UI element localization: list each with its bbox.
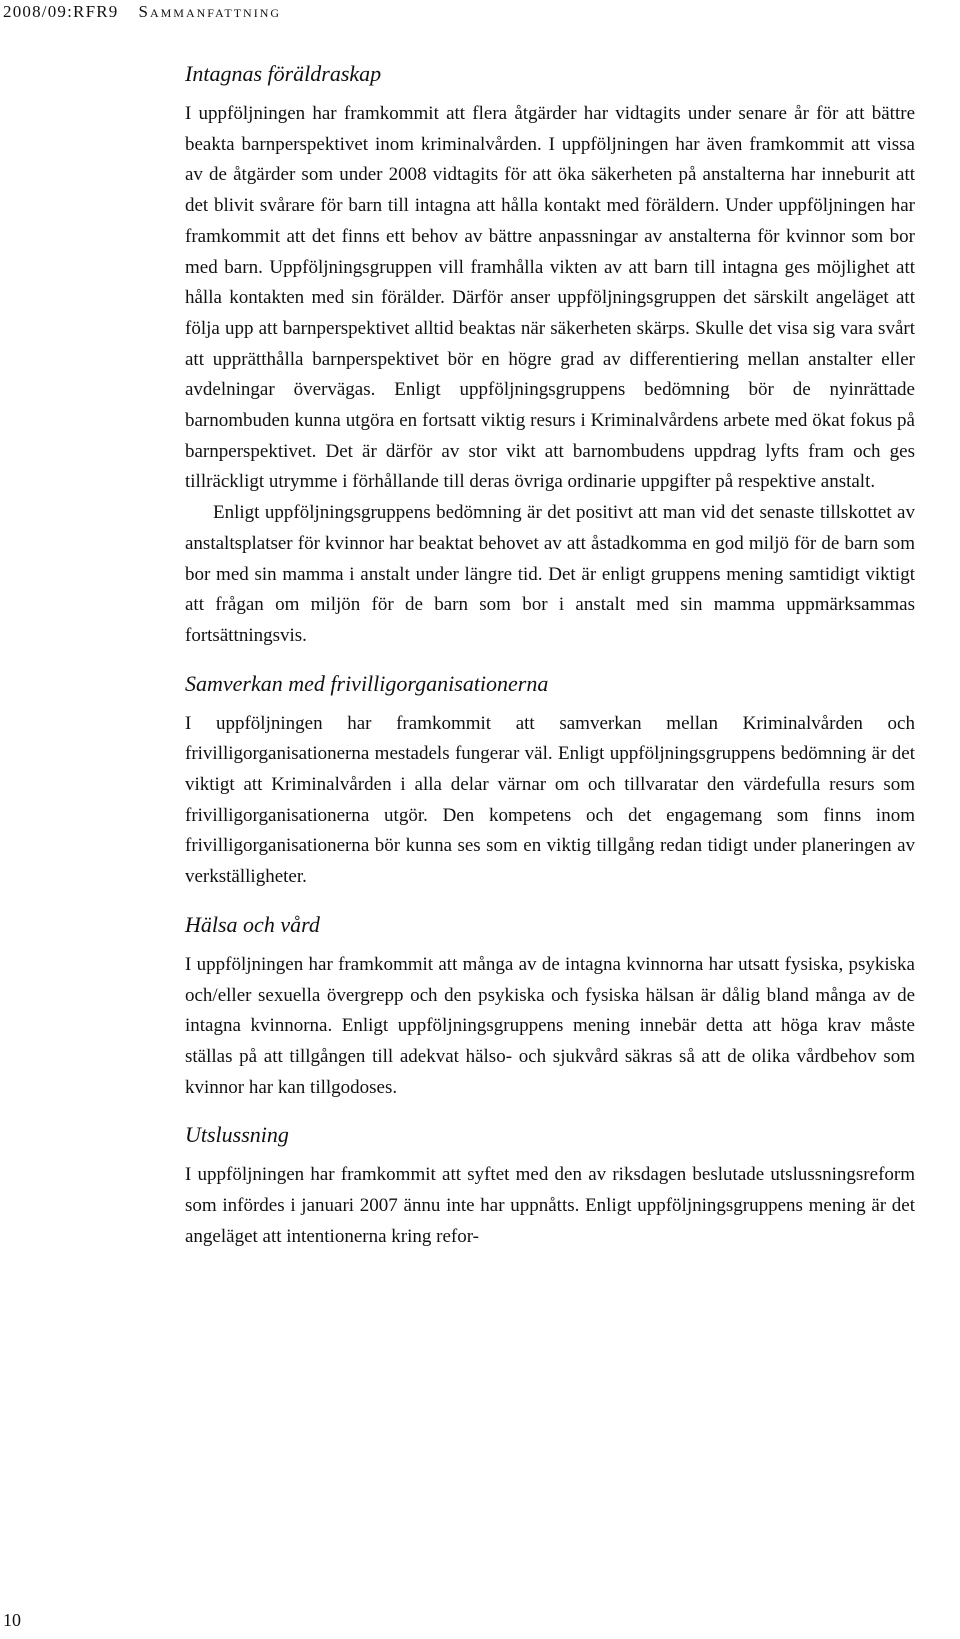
section-utslussning — [185, 1121, 915, 1252]
section-heading: Utslussning — [185, 1122, 289, 1148]
section-samverkan — [185, 670, 915, 893]
paragraph: I uppföljningen har framkommit att samverkan mellan Kriminalvården och frivilligorganisationerna mestadels fungerar väl. Enligt uppföljningsgruppens bedömning är det viktigt att Kriminalvården i alla delar värnar om och tillvaratar den värdefulla resurs som frivilligorganisationerna utgör. Den kompetens och det engagemang som finns inom frivilligorganisationerna bör kunna ses som en viktig tillgång redan tidigt under planeringen av verkställigheter. — [185, 712, 915, 888]
section-heading: Samverkan med frivilligorganisationerna — [185, 670, 549, 696]
section-heading: Hälsa och vård — [185, 911, 320, 937]
paragraph: Enligt uppföljningsgruppens bedömning är det positivt att man vid det senaste tillskottet av anstaltsplatser för kvinnor har beaktat behovet av att åstadkomma en god miljö för de barn som bor med sin mamma i anstalt under längre tid. Det är enligt gruppens mening samtidigt viktigt att frågan om miljön för de barn som bor i anstalt med sin mamma uppmärksammas fortsättningsvis. — [185, 502, 915, 646]
section-heading: Intagnas föräldraskap — [185, 61, 382, 86]
section-halsa-och-vard — [185, 911, 915, 1104]
section-title: Sammanfattning — [138, 2, 282, 21]
page-number: 10 — [3, 1610, 21, 1630]
main-content — [185, 60, 915, 1271]
running-header — [3, 0, 281, 24]
paragraph: I uppföljningen har framkommit att syftet med den av riksdagen beslutade utslussningsreform som infördes i januari 2007 ännu inte har uppnåtts. Enligt uppföljningsgruppens mening är det angeläget att intentionerna kring refor- — [185, 1164, 915, 1247]
document-id: 2008/09:RFR9 — [3, 2, 119, 21]
paragraph: I uppföljningen har framkommit att många av de intagna kvinnorna har utsatt fysiska, psykiska och/eller sexuella övergrepp och den psykiska och fysiska hälsan är dålig bland många av de intagna kvinnorna. Enligt uppföljningsgruppens mening innebär detta att höga krav måste ställas på att tillgången till adekvat hälso- och sjukvård säkras så att de olika vårdbehov som kvinnor har kan tillgodoses. — [185, 953, 915, 1098]
paragraph: I uppföljningen har framkommit att flera åtgärder har vidtagits under senare år för att bättre beakta barnperspektivet inom kriminalvården. I uppföljningen har även framkommit att vissa av de åtgärder som under 2008 vidtagits för att öka säkerheten på anstalterna har inneburit att det blivit svårare för barn till intagna att hålla kontakt med föräldern. Under uppföljningen har framkommit att det finns ett behov av bättre anpassningar av anstalterna för kvinnor som bor med barn. Uppföljningsgruppen vill framhålla vikten av att barn till intagna ges möjlighet att hålla kontakten med sin förälder. Därför anser uppföljningsgruppen det särskilt angeläget att följa upp att barnperspektivet alltid beaktas när säkerheten skärps. Skulle det visa sig vara svårt att upprätthålla barnperspektivet bör en högre grad av differentiering mellan anstalter eller avdelningar övervägas. Enligt uppföljningsgruppens bedömning bör de nyinrättade barnombuden kunna utgöra en fortsatt viktig resurs i Kriminalvårdens arbete med ökat fokus på barnperspektivet. Det är därför av stor vikt att barnombudens uppdrag lyfts fram och ges tillräckligt utrymme i förhållande till deras övriga ordinarie uppgifter på respektive anstalt. — [185, 103, 915, 493]
section-intagnas-foraldraskap — [185, 60, 915, 652]
